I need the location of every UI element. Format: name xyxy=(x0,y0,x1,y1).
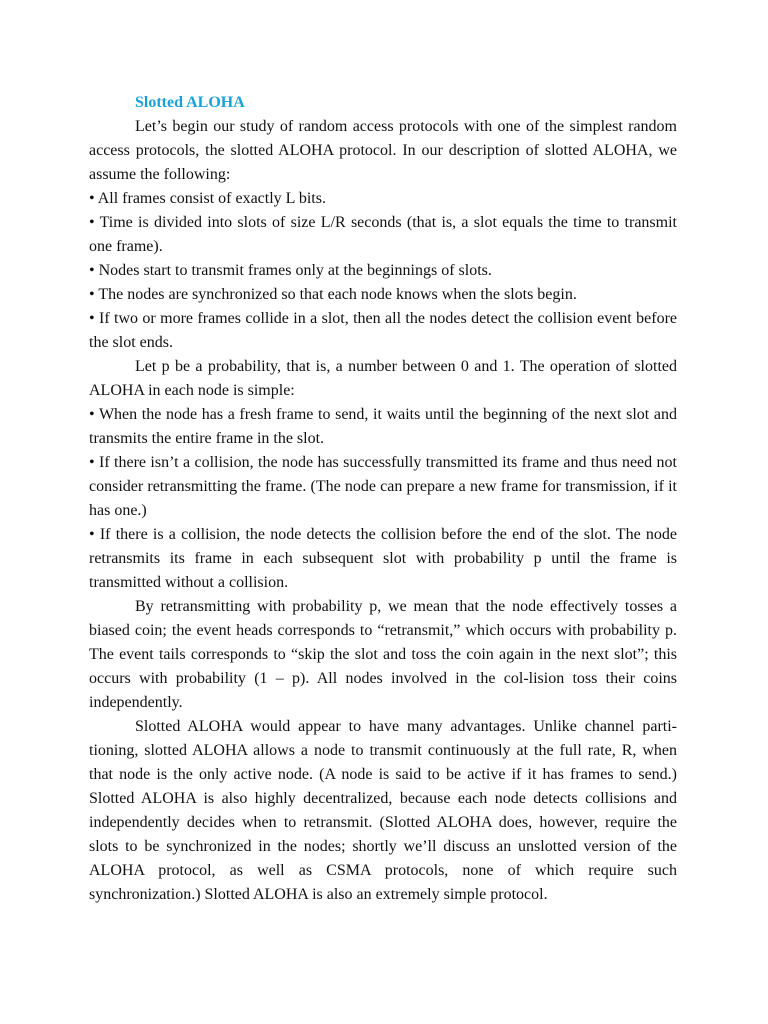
bullet-item: • Nodes start to transmit frames only at the beginnings of slots. xyxy=(89,262,492,279)
bullet-item: • All frames consist of exactly L bits. xyxy=(89,190,326,207)
paragraph: Let’s begin our study of random access protocols with one of the simplest random access protocols, the slotted ALOHA protocol. In our description of slotted ALOHA, we assume the following: xyxy=(89,118,677,183)
paragraph: Slotted ALOHA would appear to have many advantages. Unlike channel parti-tioning, slotted ALOHA allows a node to transmit continuously at the full rate, R, when that node is the only active node. (A node is said to be active if it has frames to send.) Slotted ALOHA is also highly decentralized, because each node detects collisions and independently decides when to retransmit. (Slotted ALOHA does, however, require the slots to be synchronized in the nodes; shortly we’ll discuss an unslotted version of the ALOHA protocol, as well as CSMA protocols, none of which require such synchronization.) Slotted ALOHA is also an extremely simple protocol. xyxy=(89,718,677,903)
bullet-item: • If two or more frames collide in a slot, then all the nodes detect the collision event before the slot ends. xyxy=(89,310,677,351)
paragraph: By retransmitting with probability p, we mean that the node effectively tosses a biased coin; the event heads corresponds to “retransmit,” which occurs with probability p. The event tails corresponds to “skip the slot and toss the coin again in the next slot”; this occurs with probability (1 – p). All nodes involved in the col-lision toss their coins independently. xyxy=(89,598,677,711)
body-text xyxy=(89,115,677,907)
document-page xyxy=(89,91,677,907)
bullet-item: • If there isn’t a collision, the node has successfully transmitted its frame and thus need not consider retransmitting the frame. (The node can prepare a new frame for transmission, if it has one.) xyxy=(89,454,677,519)
bullet-item: • If there is a collision, the node detects the collision before the end of the slot. The node retransmits its frame in each subsequent slot with probability p until the frame is transmitted without a collision. xyxy=(89,526,677,591)
bullet-item: • When the node has a fresh frame to send, it waits until the beginning of the next slot and transmits the entire frame in the slot. xyxy=(89,406,677,447)
paragraph: Let p be a probability, that is, a number between 0 and 1. The operation of slotted ALOHA in each node is simple: xyxy=(89,358,677,399)
section-heading: Slotted ALOHA xyxy=(135,94,245,111)
bullet-item: • The nodes are synchronized so that each node knows when the slots begin. xyxy=(89,286,577,303)
bullet-item: • Time is divided into slots of size L/R seconds (that is, a slot equals the time to transmit one frame). xyxy=(89,214,677,255)
